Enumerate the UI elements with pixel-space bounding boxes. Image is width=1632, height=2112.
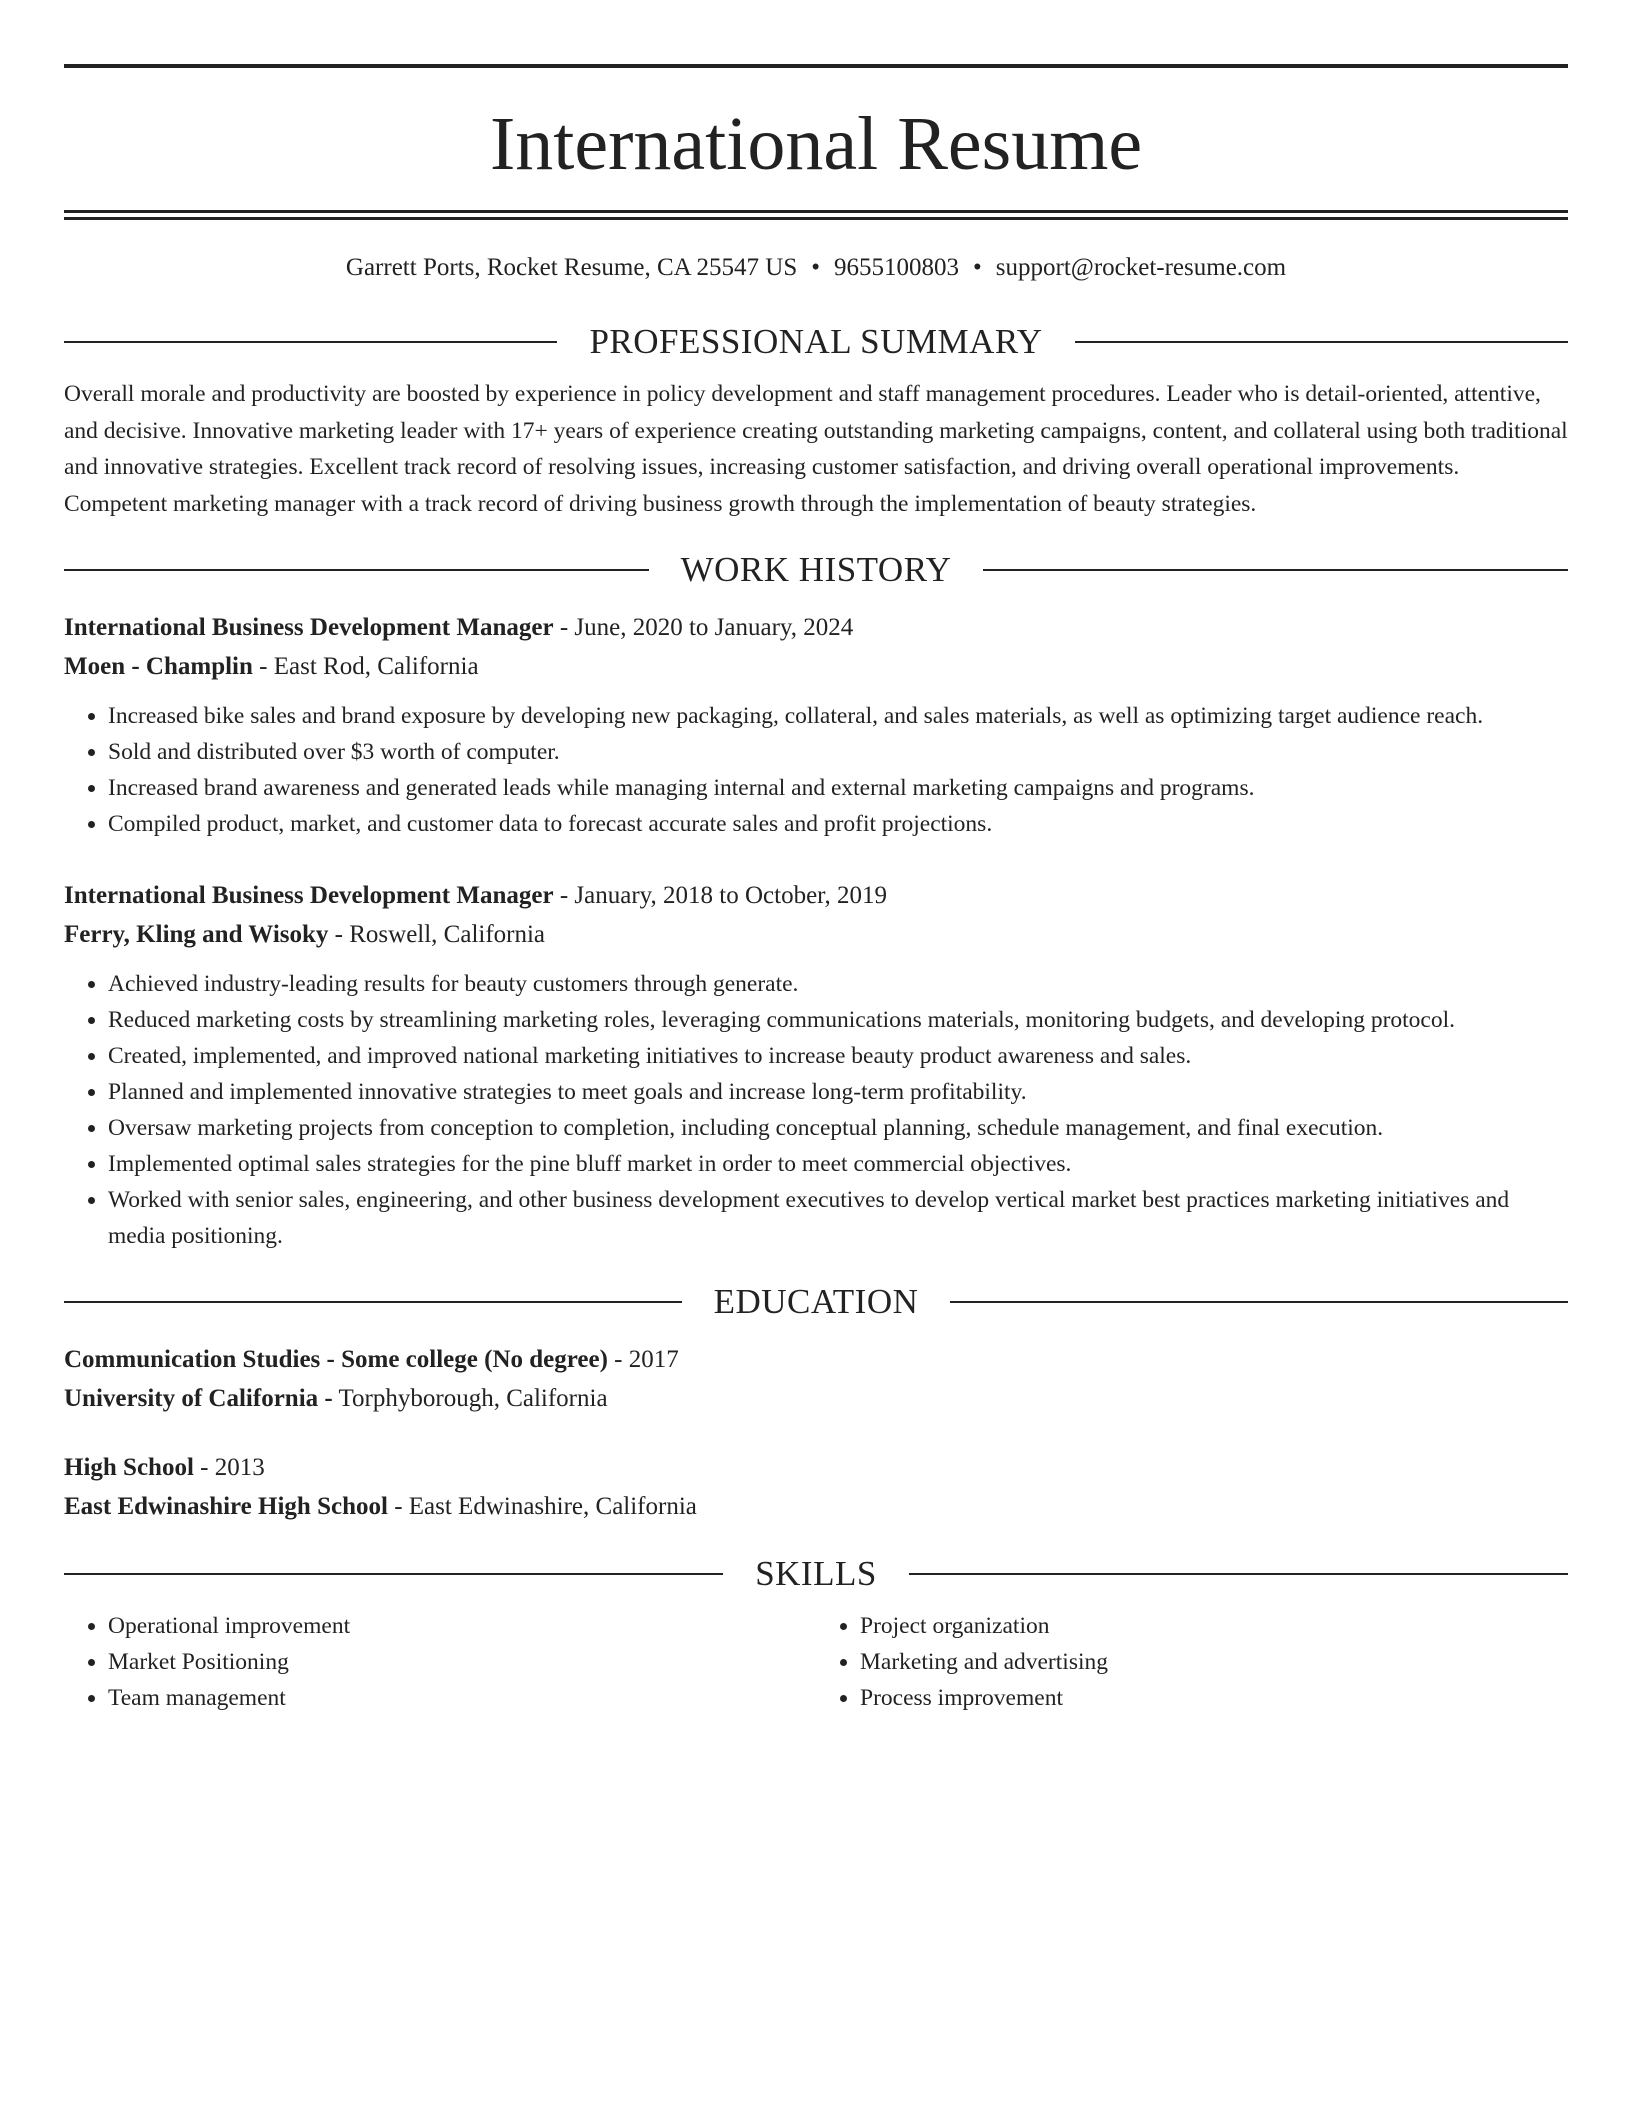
section-title: WORK HISTORY xyxy=(680,550,952,589)
job-entry xyxy=(64,876,1568,1254)
list-item: • Increased bike sales and brand exposure by developing new packaging, collateral, and sales materials, as well as optimizing target audience reach. xyxy=(108,698,1568,734)
education-location: Torphyborough, California xyxy=(332,1385,608,1412)
list-item: • Operational improvement xyxy=(108,1608,816,1644)
job-company-line xyxy=(64,915,1568,954)
job-title: International Business Development Manager xyxy=(64,614,554,641)
list-item: • Marketing and advertising xyxy=(860,1644,1568,1680)
job-title-line xyxy=(64,876,1568,915)
section-title: PROFESSIONAL SUMMARY xyxy=(589,322,1043,361)
education-entry xyxy=(64,1340,1568,1418)
contact-address: Garrett Ports, Rocket Resume, CA 25547 US xyxy=(345,254,798,281)
resume-page xyxy=(64,64,1568,1716)
list-item: • Reduced marketing costs by streamlining marketing roles, leveraging communications materials, monitoring budgets, and developing protocol. xyxy=(108,1002,1568,1038)
job-dates: - January, 2018 to October, 2019 xyxy=(553,882,887,909)
education-school: University of California - xyxy=(64,1385,333,1412)
education-year: - 2017 xyxy=(607,1346,679,1373)
list-item: • Oversaw marketing projects from conception to completion, including conceptual planning, schedule management, and final execution. xyxy=(108,1110,1568,1146)
section-heading-work-history xyxy=(64,548,1568,592)
contact-line xyxy=(64,254,1568,294)
skills-list-left xyxy=(64,1608,816,1716)
education-year: - 2013 xyxy=(193,1454,265,1481)
section-rule xyxy=(983,569,1568,571)
list-item: • Increased brand awareness and generated leads while managing internal and external marketing campaigns and programs. xyxy=(108,770,1568,806)
job-company: Ferry, Kling and Wisoky xyxy=(64,921,329,948)
education-school-line xyxy=(64,1379,1568,1418)
job-company: Moen - Champlin xyxy=(64,653,253,680)
education-entry xyxy=(64,1448,1568,1526)
education-school: East Edwinashire High School xyxy=(64,1493,388,1520)
section-title: EDUCATION xyxy=(713,1282,919,1321)
section-rule xyxy=(909,1573,1568,1575)
list-item: • Achieved industry-leading results for beauty customers through generate. xyxy=(108,966,1568,1002)
list-item: • Compiled product, market, and customer data to forecast accurate sales and profit projections. xyxy=(108,806,1568,842)
list-item: • Worked with senior sales, engineering, and other business development executives to develop vertical market best practices marketing initiatives and media positioning. xyxy=(108,1182,1568,1254)
section-rule xyxy=(1075,341,1568,343)
section-title: SKILLS xyxy=(755,1554,877,1593)
education-degree-line xyxy=(64,1340,1568,1379)
job-bullet-list xyxy=(64,966,1568,1254)
job-title-line xyxy=(64,608,1568,647)
education-degree: Communication Studies - Some college (No degree) xyxy=(64,1346,608,1373)
list-item: • Team management xyxy=(108,1680,816,1716)
section-rule xyxy=(64,569,649,571)
contact-email: support@rocket-resume.com xyxy=(995,254,1287,281)
contact-phone: 9655100803 xyxy=(834,254,960,281)
list-item: • Planned and implemented innovative strategies to meet goals and increase long-term profitability. xyxy=(108,1074,1568,1110)
section-heading-skills xyxy=(64,1552,1568,1596)
job-location: - East Rod, California xyxy=(252,653,479,680)
resume-title: International Resume xyxy=(489,102,1143,186)
education-degree: High School xyxy=(64,1454,194,1481)
skills-list-right xyxy=(816,1608,1568,1716)
list-item: • Project organization xyxy=(860,1608,1568,1644)
education-degree-line xyxy=(64,1448,1568,1487)
title-double-rule xyxy=(64,210,1568,220)
section-rule xyxy=(64,341,557,343)
list-item: • Sold and distributed over $3 worth of computer. xyxy=(108,734,1568,770)
section-heading-summary xyxy=(64,320,1568,364)
list-item: • Created, implemented, and improved national marketing initiatives to increase beauty product awareness and sales. xyxy=(108,1038,1568,1074)
job-company-line xyxy=(64,647,1568,686)
education-school-line xyxy=(64,1487,1568,1526)
list-item: • Process improvement xyxy=(860,1680,1568,1716)
top-rule xyxy=(64,64,1568,68)
job-location: - Roswell, California xyxy=(328,921,546,948)
contact-separator: • xyxy=(811,254,821,281)
job-title: International Business Development Manager xyxy=(64,882,554,909)
summary-paragraph: Overall morale and productivity are boosted by experience in policy development and staff management procedures. Leader who is detail-oriented, attentive, and decisive. Innovative marketing leader with 17+ years of experience creating outstanding marketing campaigns, content, and collateral using both traditional and innovative strategies. Excellent track record of resolving issues, increasing customer satisfaction, and driving overall operational improvements. Competent marketing manager with a track record of driving business growth through the implementation of beauty strategies. xyxy=(64,381,1568,517)
contact-separator: • xyxy=(973,254,982,281)
job-dates: - June, 2020 to January, 2024 xyxy=(553,614,854,641)
list-item: • Implemented optimal sales strategies for the pine bluff market in order to meet commercial objectives. xyxy=(108,1146,1568,1182)
education-location: - East Edwinashire, California xyxy=(387,1493,697,1520)
skills-columns xyxy=(64,1608,1568,1716)
section-rule xyxy=(64,1573,723,1575)
list-item: • Market Positioning xyxy=(108,1644,816,1680)
section-heading-education xyxy=(64,1280,1568,1324)
job-bullet-list xyxy=(64,698,1568,842)
section-rule xyxy=(950,1301,1568,1303)
job-entry xyxy=(64,608,1568,842)
section-rule xyxy=(64,1301,682,1303)
